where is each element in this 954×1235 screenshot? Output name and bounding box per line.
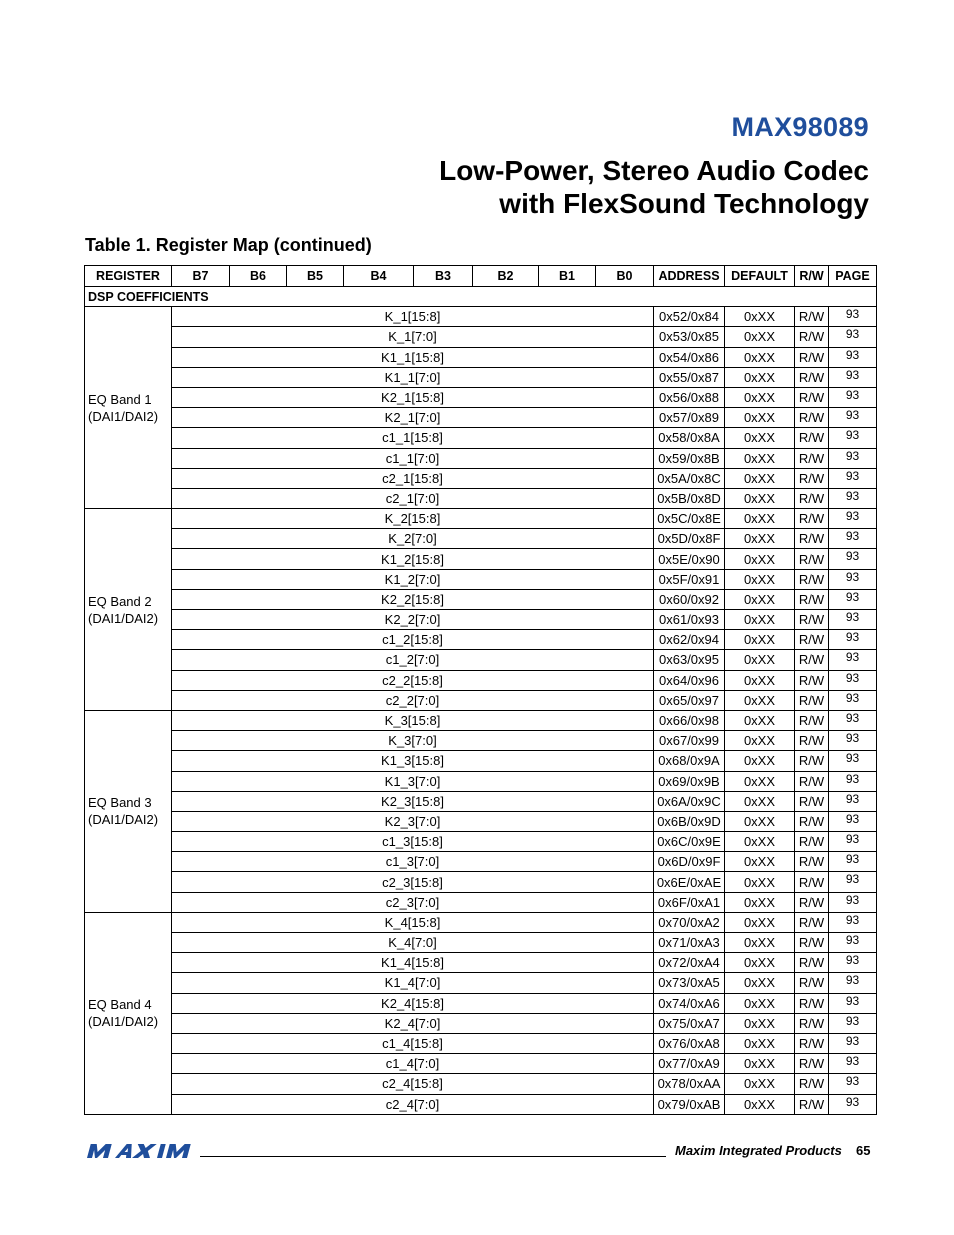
bit-field-name: c1_2[7:0] (172, 650, 654, 670)
address-cell: 0x64/0x96 (654, 670, 725, 690)
bit-field-name: K_1[7:0] (172, 327, 654, 347)
bit-field-name: K1_2[7:0] (172, 569, 654, 589)
table-row (85, 549, 877, 569)
rw-cell: R/W (795, 549, 829, 569)
address-cell: 0x70/0xA2 (654, 912, 725, 932)
default-cell: 0xXX (725, 832, 795, 852)
column-header: B3 (414, 266, 473, 287)
address-cell: 0x78/0xAA (654, 1074, 725, 1094)
address-cell: 0x79/0xAB (654, 1094, 725, 1114)
table-row (85, 569, 877, 589)
rw-cell: R/W (795, 811, 829, 831)
page-cell: 93 (829, 892, 877, 912)
table-row (85, 509, 877, 529)
rw-cell: R/W (795, 387, 829, 407)
table-row (85, 1033, 877, 1053)
table-row (85, 327, 877, 347)
table-row (85, 589, 877, 609)
bit-field-name: K2_2[7:0] (172, 610, 654, 630)
section-row (85, 287, 877, 307)
address-cell: 0x75/0xA7 (654, 1013, 725, 1033)
page-cell: 93 (829, 1033, 877, 1053)
register-group-label (85, 912, 172, 1114)
table-row (85, 529, 877, 549)
bit-field-name: c1_4[7:0] (172, 1054, 654, 1074)
rw-cell: R/W (795, 670, 829, 690)
rw-cell: R/W (795, 569, 829, 589)
default-cell: 0xXX (725, 852, 795, 872)
bit-field-name: K1_2[15:8] (172, 549, 654, 569)
page-cell: 93 (829, 1074, 877, 1094)
default-cell: 0xXX (725, 912, 795, 932)
rw-cell: R/W (795, 488, 829, 508)
maxim-logo-mark (85, 1143, 195, 1159)
default-cell: 0xXX (725, 630, 795, 650)
table-row (85, 1074, 877, 1094)
default-cell: 0xXX (725, 307, 795, 327)
page-cell: 93 (829, 852, 877, 872)
default-cell: 0xXX (725, 468, 795, 488)
table-row (85, 630, 877, 650)
bit-field-name: K2_1[7:0] (172, 408, 654, 428)
bit-field-name: K_3[15:8] (172, 710, 654, 730)
bit-field-name: K2_3[7:0] (172, 811, 654, 831)
table-row (85, 650, 877, 670)
table-row (85, 771, 877, 791)
table-row (85, 307, 877, 327)
rw-cell: R/W (795, 367, 829, 387)
rw-cell: R/W (795, 973, 829, 993)
table-row (85, 731, 877, 751)
default-cell: 0xXX (725, 408, 795, 428)
table-row (85, 751, 877, 771)
table-title: Table 1. Register Map (continued) (85, 235, 372, 255)
default-cell: 0xXX (725, 387, 795, 407)
address-cell: 0x61/0x93 (654, 610, 725, 630)
group-label-line-1: EQ Band 4 (88, 997, 152, 1013)
table-row (85, 1054, 877, 1074)
rw-cell: R/W (795, 912, 829, 932)
default-cell: 0xXX (725, 569, 795, 589)
footer-rule (200, 1156, 666, 1157)
default-cell: 0xXX (725, 347, 795, 367)
page-cell: 93 (829, 509, 877, 529)
address-cell: 0x5A/0x8C (654, 468, 725, 488)
bit-field-name: K1_3[7:0] (172, 771, 654, 791)
address-cell: 0x60/0x92 (654, 589, 725, 609)
table-row (85, 610, 877, 630)
group-label-line-1: EQ Band 1 (88, 391, 152, 407)
default-cell: 0xXX (725, 367, 795, 387)
default-cell: 0xXX (725, 973, 795, 993)
footer-page-number: 65 (856, 1143, 871, 1158)
address-cell: 0x54/0x86 (654, 347, 725, 367)
page-cell: 93 (829, 367, 877, 387)
bit-field-name: c2_1[7:0] (172, 488, 654, 508)
bit-field-name: c2_3[15:8] (172, 872, 654, 892)
register-group-label (85, 307, 172, 509)
default-cell: 0xXX (725, 933, 795, 953)
page-cell: 93 (829, 973, 877, 993)
bit-field-name: K_3[7:0] (172, 731, 654, 751)
address-cell: 0x65/0x97 (654, 690, 725, 710)
page-cell: 93 (829, 1094, 877, 1114)
rw-cell: R/W (795, 610, 829, 630)
table-row (85, 872, 877, 892)
title-line-1: Low-Power, Stereo Audio Codec (439, 155, 869, 186)
table-row (85, 933, 877, 953)
rw-cell: R/W (795, 771, 829, 791)
bit-field-name: c2_3[7:0] (172, 892, 654, 912)
bit-field-name: K1_4[15:8] (172, 953, 654, 973)
rw-cell: R/W (795, 852, 829, 872)
table-row (85, 690, 877, 710)
address-cell: 0x5B/0x8D (654, 488, 725, 508)
address-cell: 0x6F/0xA1 (654, 892, 725, 912)
page-cell: 93 (829, 832, 877, 852)
table-row (85, 367, 877, 387)
register-map-table (84, 265, 877, 1115)
address-cell: 0x67/0x99 (654, 731, 725, 751)
group-label-line-2: (DAI1/DAI2) (88, 1014, 159, 1030)
table-row (85, 832, 877, 852)
bit-field-name: K1_4[7:0] (172, 973, 654, 993)
page-cell: 93 (829, 610, 877, 630)
page-cell: 93 (829, 912, 877, 932)
address-cell: 0x62/0x94 (654, 630, 725, 650)
page-cell: 93 (829, 387, 877, 407)
table-row (85, 428, 877, 448)
table-row (85, 488, 877, 508)
bit-field-name: c1_1[15:8] (172, 428, 654, 448)
rw-cell: R/W (795, 327, 829, 347)
table-row (85, 953, 877, 973)
table-row (85, 1013, 877, 1033)
rw-cell: R/W (795, 892, 829, 912)
rw-cell: R/W (795, 710, 829, 730)
address-cell: 0x76/0xA8 (654, 1033, 725, 1053)
page-cell: 93 (829, 771, 877, 791)
bit-field-name: c2_2[15:8] (172, 670, 654, 690)
default-cell: 0xXX (725, 589, 795, 609)
table-row (85, 387, 877, 407)
default-cell: 0xXX (725, 1094, 795, 1114)
address-cell: 0x6E/0xAE (654, 872, 725, 892)
column-header: PAGE (829, 266, 877, 287)
group-label-line-2: (DAI1/DAI2) (88, 610, 159, 626)
rw-cell: R/W (795, 933, 829, 953)
rw-cell: R/W (795, 589, 829, 609)
bit-field-name: c1_3[15:8] (172, 832, 654, 852)
default-cell: 0xXX (725, 731, 795, 751)
bit-field-name: K_4[7:0] (172, 933, 654, 953)
table-row (85, 408, 877, 428)
address-cell: 0x6D/0x9F (654, 852, 725, 872)
page-cell: 93 (829, 731, 877, 751)
bit-field-name: K2_4[15:8] (172, 993, 654, 1013)
address-cell: 0x73/0xA5 (654, 973, 725, 993)
default-cell: 0xXX (725, 549, 795, 569)
page-cell: 93 (829, 347, 877, 367)
page-cell: 93 (829, 488, 877, 508)
column-header: B1 (539, 266, 596, 287)
table-row (85, 347, 877, 367)
page-cell: 93 (829, 1054, 877, 1074)
default-cell: 0xXX (725, 327, 795, 347)
rw-cell: R/W (795, 408, 829, 428)
group-label-line-1: EQ Band 2 (88, 593, 152, 609)
address-cell: 0x66/0x98 (654, 710, 725, 730)
table-row (85, 892, 877, 912)
table-row (85, 791, 877, 811)
address-cell: 0x68/0x9A (654, 751, 725, 771)
group-label-line-2: (DAI1/DAI2) (88, 408, 159, 424)
page-cell: 93 (829, 549, 877, 569)
default-cell: 0xXX (725, 710, 795, 730)
default-cell: 0xXX (725, 791, 795, 811)
group-label-line-1: EQ Band 3 (88, 795, 152, 811)
default-cell: 0xXX (725, 751, 795, 771)
column-header: R/W (795, 266, 829, 287)
address-cell: 0x77/0xA9 (654, 1054, 725, 1074)
default-cell: 0xXX (725, 509, 795, 529)
rw-cell: R/W (795, 1074, 829, 1094)
rw-cell: R/W (795, 347, 829, 367)
page-cell: 93 (829, 569, 877, 589)
column-header: B2 (473, 266, 539, 287)
rw-cell: R/W (795, 832, 829, 852)
rw-cell: R/W (795, 1054, 829, 1074)
address-cell: 0x6C/0x9E (654, 832, 725, 852)
column-header: B4 (344, 266, 414, 287)
part-number: MAX98089 (731, 112, 869, 142)
page-cell: 93 (829, 811, 877, 831)
default-cell: 0xXX (725, 993, 795, 1013)
document-title (169, 154, 869, 220)
page-cell: 93 (829, 953, 877, 973)
page-cell: 93 (829, 630, 877, 650)
rw-cell: R/W (795, 993, 829, 1013)
address-cell: 0x55/0x87 (654, 367, 725, 387)
bit-field-name: K1_1[7:0] (172, 367, 654, 387)
rw-cell: R/W (795, 650, 829, 670)
address-cell: 0x5C/0x8E (654, 509, 725, 529)
address-cell: 0x71/0xA3 (654, 933, 725, 953)
bit-field-name: K_1[15:8] (172, 307, 654, 327)
column-header: REGISTER (85, 266, 172, 287)
register-group-label (85, 710, 172, 912)
default-cell: 0xXX (725, 1054, 795, 1074)
bit-field-name: K1_3[15:8] (172, 751, 654, 771)
table-row (85, 670, 877, 690)
bit-field-name: K_2[7:0] (172, 529, 654, 549)
rw-cell: R/W (795, 872, 829, 892)
bit-field-name: K_2[15:8] (172, 509, 654, 529)
bit-field-name: c1_3[7:0] (172, 852, 654, 872)
bit-field-name: c1_4[15:8] (172, 1033, 654, 1053)
default-cell: 0xXX (725, 892, 795, 912)
table-row (85, 912, 877, 932)
address-cell: 0x52/0x84 (654, 307, 725, 327)
bit-field-name: K_4[15:8] (172, 912, 654, 932)
default-cell: 0xXX (725, 811, 795, 831)
address-cell: 0x58/0x8A (654, 428, 725, 448)
rw-cell: R/W (795, 428, 829, 448)
column-header: B6 (230, 266, 287, 287)
column-header: B7 (172, 266, 230, 287)
default-cell: 0xXX (725, 872, 795, 892)
rw-cell: R/W (795, 791, 829, 811)
rw-cell: R/W (795, 529, 829, 549)
footer-company: Maxim Integrated Products (675, 1143, 842, 1158)
rw-cell: R/W (795, 509, 829, 529)
default-cell: 0xXX (725, 771, 795, 791)
default-cell: 0xXX (725, 690, 795, 710)
table-header-row (85, 266, 877, 287)
bit-field-name: K2_3[15:8] (172, 791, 654, 811)
page-cell: 93 (829, 872, 877, 892)
page-cell: 93 (829, 710, 877, 730)
address-cell: 0x74/0xA6 (654, 993, 725, 1013)
default-cell: 0xXX (725, 428, 795, 448)
page-cell: 93 (829, 408, 877, 428)
page-cell: 93 (829, 670, 877, 690)
default-cell: 0xXX (725, 1074, 795, 1094)
page-cell: 93 (829, 327, 877, 347)
bit-field-name: c2_4[15:8] (172, 1074, 654, 1094)
table-row (85, 1094, 877, 1114)
address-cell: 0x53/0x85 (654, 327, 725, 347)
bit-field-name: c2_1[15:8] (172, 468, 654, 488)
bit-field-name: K2_1[15:8] (172, 387, 654, 407)
table-row (85, 710, 877, 730)
address-cell: 0x5D/0x8F (654, 529, 725, 549)
bit-field-name: K1_1[15:8] (172, 347, 654, 367)
page-cell: 93 (829, 1013, 877, 1033)
rw-cell: R/W (795, 1094, 829, 1114)
rw-cell: R/W (795, 448, 829, 468)
address-cell: 0x5E/0x90 (654, 549, 725, 569)
table-row (85, 448, 877, 468)
page-cell: 93 (829, 993, 877, 1013)
register-group-label (85, 509, 172, 711)
bit-field-name: K2_4[7:0] (172, 1013, 654, 1033)
page-cell: 93 (829, 751, 877, 771)
page-cell: 93 (829, 529, 877, 549)
table-row (85, 852, 877, 872)
page-cell: 93 (829, 428, 877, 448)
section-label: DSP COEFFICIENTS (85, 287, 877, 307)
address-cell: 0x6A/0x9C (654, 791, 725, 811)
address-cell: 0x5F/0x91 (654, 569, 725, 589)
address-cell: 0x56/0x88 (654, 387, 725, 407)
page-cell: 93 (829, 307, 877, 327)
column-header: B0 (596, 266, 654, 287)
default-cell: 0xXX (725, 1033, 795, 1053)
rw-cell: R/W (795, 731, 829, 751)
address-cell: 0x59/0x8B (654, 448, 725, 468)
page-cell: 93 (829, 589, 877, 609)
bit-field-name: c1_2[15:8] (172, 630, 654, 650)
rw-cell: R/W (795, 630, 829, 650)
title-line-2: with FlexSound Technology (499, 188, 869, 219)
rw-cell: R/W (795, 751, 829, 771)
page-cell: 93 (829, 690, 877, 710)
rw-cell: R/W (795, 1013, 829, 1033)
default-cell: 0xXX (725, 529, 795, 549)
rw-cell: R/W (795, 307, 829, 327)
default-cell: 0xXX (725, 1013, 795, 1033)
rw-cell: R/W (795, 690, 829, 710)
rw-cell: R/W (795, 1033, 829, 1053)
bit-field-name: c2_4[7:0] (172, 1094, 654, 1114)
table-row (85, 993, 877, 1013)
default-cell: 0xXX (725, 670, 795, 690)
default-cell: 0xXX (725, 610, 795, 630)
page-cell: 93 (829, 448, 877, 468)
bit-field-name: c1_1[7:0] (172, 448, 654, 468)
column-header: ADDRESS (654, 266, 725, 287)
default-cell: 0xXX (725, 488, 795, 508)
address-cell: 0x69/0x9B (654, 771, 725, 791)
table-row (85, 811, 877, 831)
rw-cell: R/W (795, 468, 829, 488)
page-cell: 93 (829, 650, 877, 670)
column-header: DEFAULT (725, 266, 795, 287)
default-cell: 0xXX (725, 953, 795, 973)
page-cell: 93 (829, 468, 877, 488)
group-label-line-2: (DAI1/DAI2) (88, 812, 159, 828)
page-cell: 93 (829, 933, 877, 953)
rw-cell: R/W (795, 953, 829, 973)
column-header: B5 (287, 266, 344, 287)
table-row (85, 468, 877, 488)
table-row (85, 973, 877, 993)
page-cell: 93 (829, 791, 877, 811)
default-cell: 0xXX (725, 650, 795, 670)
address-cell: 0x63/0x95 (654, 650, 725, 670)
bit-field-name: c2_2[7:0] (172, 690, 654, 710)
default-cell: 0xXX (725, 448, 795, 468)
bit-field-name: K2_2[15:8] (172, 589, 654, 609)
address-cell: 0x72/0xA4 (654, 953, 725, 973)
address-cell: 0x6B/0x9D (654, 811, 725, 831)
address-cell: 0x57/0x89 (654, 408, 725, 428)
maxim-logo (85, 1143, 195, 1164)
